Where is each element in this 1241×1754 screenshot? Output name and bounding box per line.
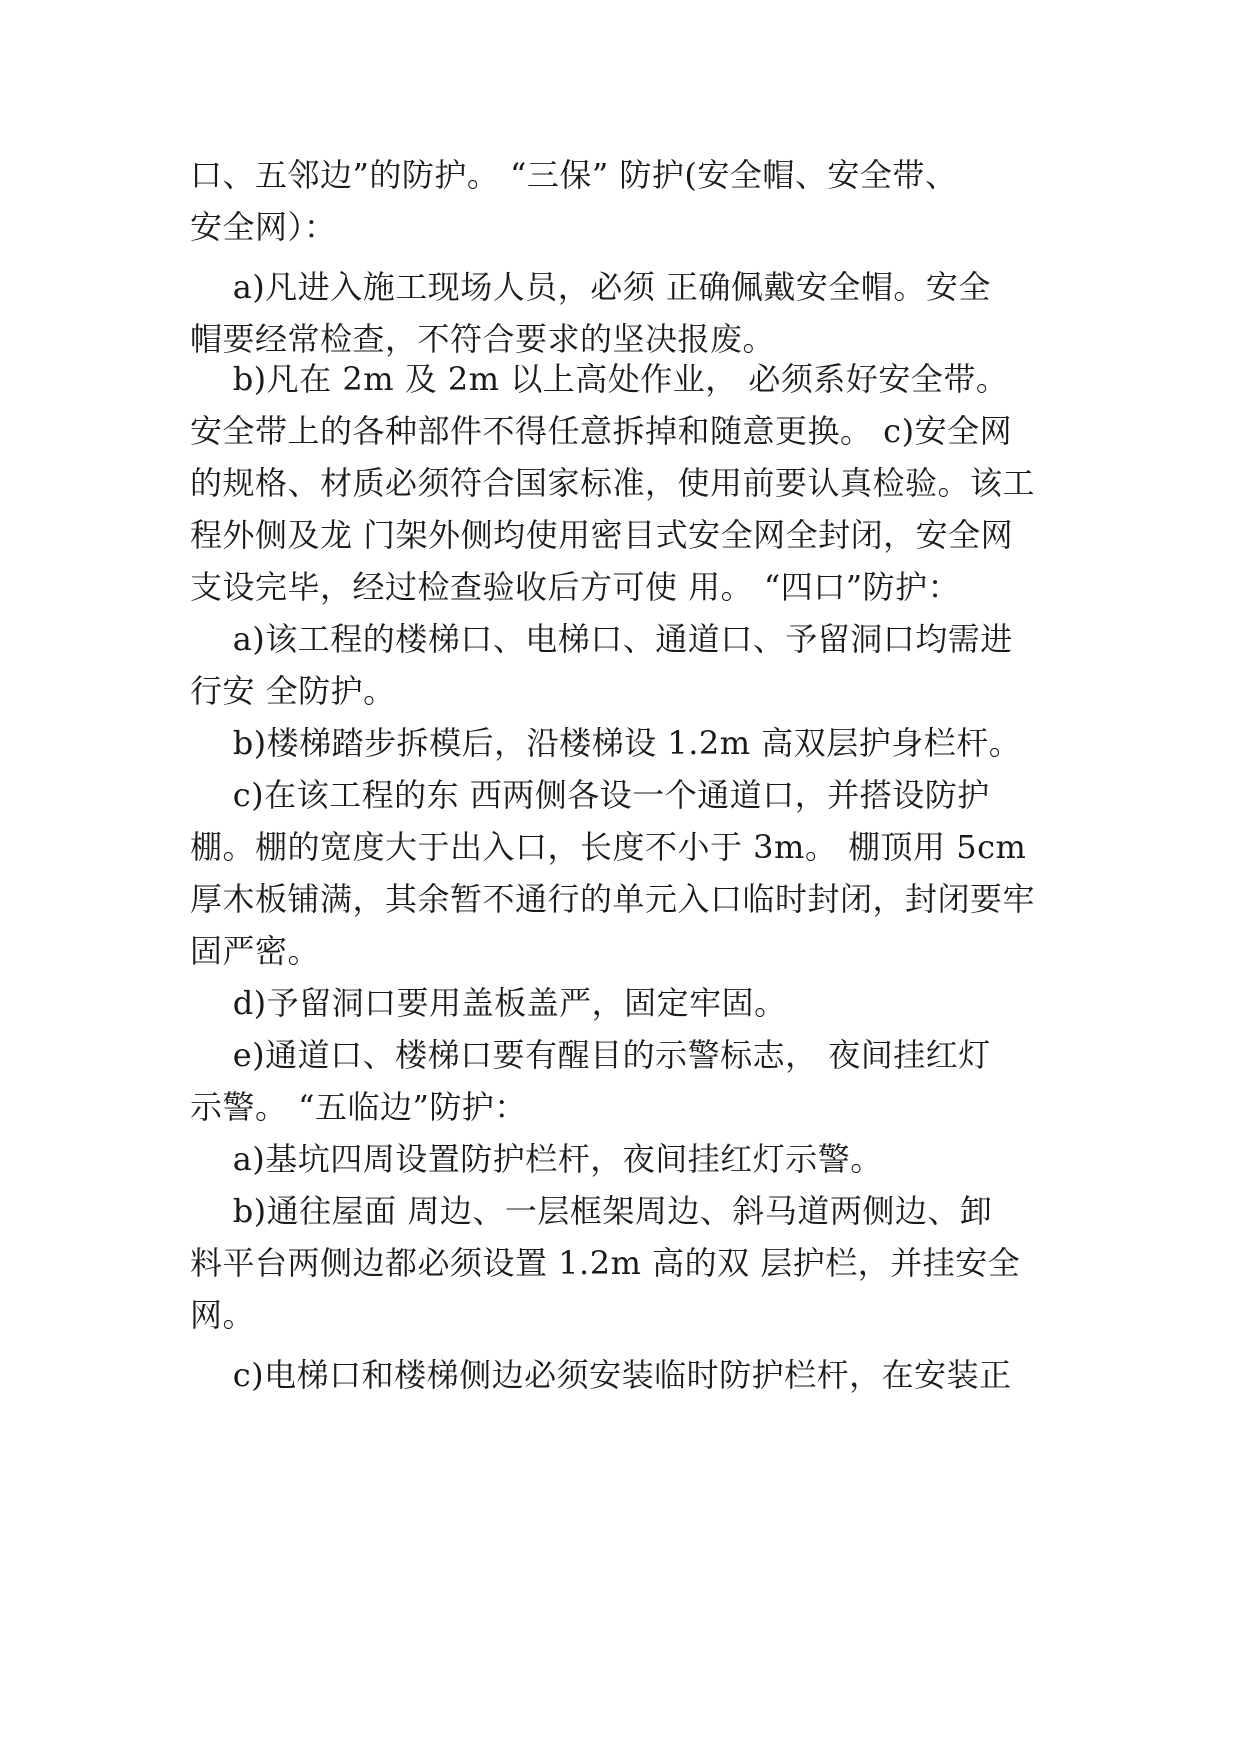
text-line: 程外侧及龙 门架外侧均使用密目式安全网全封闭，安全网 bbox=[190, 516, 1014, 554]
text-line: 网。 bbox=[190, 1296, 256, 1334]
text-line: 固严密。 bbox=[190, 932, 321, 970]
text-line: 支设完毕，经过检查验收后方可使 用。 “四口”防护： bbox=[190, 568, 961, 606]
text-line: b)通往屋面 周边、一层框架周边、斜马道两侧边、卸 bbox=[190, 1192, 993, 1230]
text-line: e)通道口、楼梯口要有醒目的示警标志， 夜间挂红灯 bbox=[190, 1036, 991, 1074]
text-line: a)该工程的楼梯口、电梯口、通道口、予留洞口均需进 bbox=[190, 620, 1013, 658]
text-line: 安全网）： bbox=[190, 208, 337, 246]
text-line: c)在该工程的东 西两侧各设一个通道口，并搭设防护 bbox=[190, 776, 990, 814]
text-line: 厚木板铺满，其余暂不通行的单元入口临时封闭，封闭要牢 bbox=[190, 880, 1036, 918]
text-line: d)予留洞口要用盖板盖严，固定牢固。 bbox=[190, 984, 787, 1022]
text-line: c)电梯口和楼梯侧边必须安装临时防护栏杆，在安装正 bbox=[190, 1356, 1012, 1394]
text-line: 示警。 “五临边”防护： bbox=[190, 1088, 527, 1126]
text-line: 的规格、材质必须符合国家标准，使用前要认真检验。该工 bbox=[190, 464, 1036, 502]
text-line: b)凡在 2m 及 2m 以上高处作业， 必须系好安全带。 bbox=[190, 360, 1009, 398]
text-line: 口、五邻边”的防护。 “三保” 防护(安全帽、安全带、 bbox=[190, 156, 958, 194]
text-line: 料平台两侧边都必须设置 1.2m 高的双 层护栏，并挂安全 bbox=[190, 1244, 1021, 1282]
text-line: 棚。棚的宽度大于出入口，长度不小于 3m。 棚顶用 5cm bbox=[190, 828, 1027, 866]
text-line: 安全带上的各种部件不得任意拆掉和随意更换。 c)安全网 bbox=[190, 412, 1013, 450]
text-line: a)基坑四周设置防护栏杆，夜间挂红灯示警。 bbox=[190, 1140, 883, 1178]
text-line: 帽要经常检查，不符合要求的坚决报废。 bbox=[190, 320, 776, 358]
text-line: 行安 全防护。 bbox=[190, 672, 396, 710]
text-line: b)楼梯踏步拆模后，沿楼梯设 1.2m 高双层护身栏杆。 bbox=[190, 724, 1022, 762]
text-line: a)凡进入施工现场人员，必须 正确佩戴安全帽。安全 bbox=[190, 268, 991, 306]
